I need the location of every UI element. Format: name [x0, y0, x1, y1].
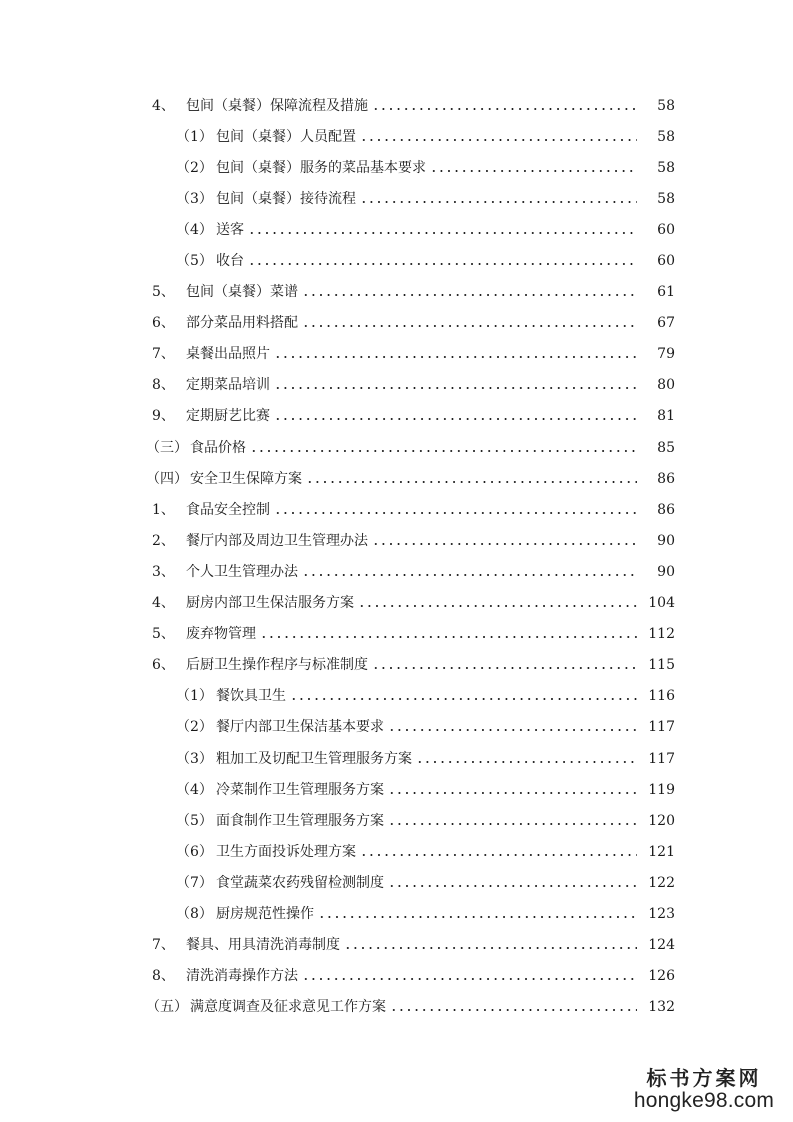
toc-entry-page: 132 — [648, 999, 675, 1016]
toc-entry-number: 8、 — [152, 377, 175, 394]
toc-entry-number: 5、 — [152, 284, 175, 301]
toc-entry-page: 104 — [648, 595, 675, 612]
toc-entry[interactable] — [0, 339, 793, 370]
toc-entry[interactable] — [0, 992, 793, 1023]
toc-entry[interactable] — [0, 214, 793, 245]
toc-entry[interactable] — [0, 432, 793, 463]
toc-entry-page: 86 — [657, 501, 675, 518]
toc-entry-title: 包间（桌餐）人员配置 — [216, 128, 356, 145]
toc-entry-number: 7、 — [152, 937, 175, 954]
toc-entry-title: 粗加工及切配卫生管理服务方案 — [216, 750, 412, 767]
toc-entry-title: 定期菜品培训 — [186, 377, 270, 394]
table-of-contents — [0, 90, 793, 1023]
toc-entry-number: （三） — [146, 439, 188, 456]
toc-entry-page: 58 — [657, 128, 675, 145]
toc-entry[interactable] — [0, 650, 793, 681]
toc-entry-title: 面食制作卫生管理服务方案 — [216, 812, 384, 829]
toc-entry-page: 81 — [657, 408, 675, 425]
toc-entry-number: 5、 — [152, 626, 175, 643]
toc-dot-leader — [290, 692, 637, 706]
toc-dot-leader — [388, 786, 637, 800]
toc-entry[interactable] — [0, 245, 793, 276]
toc-entry[interactable] — [0, 898, 793, 929]
toc-entry-page: 126 — [648, 968, 675, 985]
toc-entry-number: （4） — [176, 781, 213, 798]
toc-entry-number: （2） — [176, 159, 213, 176]
toc-entry[interactable] — [0, 712, 793, 743]
toc-entry[interactable] — [0, 588, 793, 619]
toc-dot-leader — [390, 1003, 637, 1017]
toc-entry-number: 7、 — [152, 346, 175, 363]
toc-entry-page: 85 — [657, 439, 675, 456]
toc-entry-page: 124 — [648, 937, 675, 954]
toc-entry-number: 3、 — [152, 563, 175, 580]
toc-entry-page: 122 — [648, 874, 675, 891]
toc-entry-title: 包间（桌餐）服务的菜品基本要求 — [216, 159, 426, 176]
toc-entry-title: 餐饮具卫生 — [216, 688, 286, 705]
toc-entry-title: 餐厅内部及周边卫生管理办法 — [186, 532, 368, 549]
toc-entry-title: 部分菜品用料搭配 — [186, 315, 298, 332]
toc-entry-page: 80 — [657, 377, 675, 394]
toc-dot-leader — [416, 755, 637, 769]
toc-entry-title: 定期厨艺比赛 — [186, 408, 270, 425]
toc-entry-number: （四） — [146, 470, 188, 487]
toc-entry[interactable] — [0, 463, 793, 494]
toc-entry-number: 6、 — [152, 315, 175, 332]
toc-dot-leader — [388, 879, 637, 893]
toc-entry-title: 后厨卫生操作程序与标准制度 — [186, 657, 368, 674]
toc-entry-title: 包间（桌餐）接待流程 — [216, 190, 356, 207]
toc-entry-page: 61 — [657, 284, 675, 301]
toc-entry-page: 121 — [648, 843, 675, 860]
toc-entry-number: 9、 — [152, 408, 175, 425]
toc-dot-leader — [388, 817, 637, 831]
toc-entry-title: 冷菜制作卫生管理服务方案 — [216, 781, 384, 798]
toc-entry-number: 4、 — [152, 595, 175, 612]
toc-entry-page: 115 — [648, 657, 675, 674]
toc-entry-title: 废弃物管理 — [186, 626, 256, 643]
watermark-title: 标书方案网 — [646, 1065, 762, 1090]
toc-entry[interactable] — [0, 774, 793, 805]
toc-dot-leader — [388, 723, 637, 737]
toc-entry[interactable] — [0, 930, 793, 961]
toc-dot-leader — [302, 288, 637, 302]
toc-entry-title: 食品安全控制 — [186, 501, 270, 518]
watermark-logo — [629, 1067, 779, 1112]
toc-entry-number: （6） — [176, 843, 213, 860]
toc-entry-number: （1） — [176, 128, 213, 145]
toc-entry-page: 116 — [648, 688, 675, 705]
toc-dot-leader — [260, 630, 637, 644]
toc-entry[interactable] — [0, 308, 793, 339]
toc-entry-number: （8） — [176, 905, 213, 922]
toc-entry-title: 厨房规范性操作 — [216, 905, 314, 922]
toc-dot-leader — [318, 910, 637, 924]
toc-entry[interactable] — [0, 370, 793, 401]
toc-dot-leader — [302, 972, 637, 986]
toc-dot-leader — [250, 444, 637, 458]
toc-dot-leader — [358, 599, 637, 613]
toc-entry[interactable] — [0, 681, 793, 712]
toc-dot-leader — [274, 506, 637, 520]
toc-entry-page: 117 — [648, 719, 675, 736]
toc-entry-page: 120 — [648, 812, 675, 829]
toc-entry-title: 收台 — [216, 253, 244, 270]
toc-entry[interactable] — [0, 867, 793, 898]
toc-entry[interactable] — [0, 401, 793, 432]
toc-entry-number: （2） — [176, 719, 213, 736]
toc-dot-leader — [274, 412, 637, 426]
toc-entry-number: 2、 — [152, 532, 175, 549]
toc-entry-page: 60 — [657, 221, 675, 238]
toc-entry-number: 1、 — [152, 501, 175, 518]
toc-entry-page: 67 — [657, 315, 675, 332]
toc-entry-number: （5） — [176, 253, 213, 270]
toc-entry[interactable] — [0, 805, 793, 836]
toc-dot-leader — [430, 164, 637, 178]
toc-entry[interactable] — [0, 961, 793, 992]
toc-entry[interactable] — [0, 836, 793, 867]
toc-entry[interactable] — [0, 525, 793, 556]
toc-entry-page: 112 — [648, 626, 675, 643]
toc-entry-title: 个人卫生管理办法 — [186, 563, 298, 580]
toc-entry-page: 79 — [657, 346, 675, 363]
toc-entry-number: （五） — [146, 999, 188, 1016]
toc-entry-title: 包间（桌餐）保障流程及措施 — [186, 97, 368, 114]
toc-entry-number: （1） — [176, 688, 213, 705]
toc-dot-leader — [274, 381, 637, 395]
toc-dot-leader — [248, 257, 637, 271]
toc-entry[interactable] — [0, 494, 793, 525]
toc-entry-title: 餐具、用具清洗消毒制度 — [186, 937, 340, 954]
toc-entry-page: 58 — [657, 190, 675, 207]
toc-entry-page: 58 — [657, 159, 675, 176]
toc-dot-leader — [274, 350, 637, 364]
toc-entry-title: 卫生方面投诉处理方案 — [216, 843, 356, 860]
toc-dot-leader — [372, 102, 637, 116]
toc-entry-number: 6、 — [152, 657, 175, 674]
toc-entry[interactable] — [0, 121, 793, 152]
toc-entry-title: 食品价格 — [190, 439, 246, 456]
toc-entry-title: 食堂蔬菜农药残留检测制度 — [216, 874, 384, 891]
toc-dot-leader — [302, 568, 637, 582]
toc-entry-number: （5） — [176, 812, 213, 829]
toc-entry-title: 安全卫生保障方案 — [190, 470, 302, 487]
toc-dot-leader — [360, 195, 637, 209]
watermark-url: hongke98.com — [633, 1088, 775, 1112]
toc-dot-leader — [306, 475, 637, 489]
toc-entry-number: 4、 — [152, 97, 175, 114]
toc-entry-title: 清洗消毒操作方法 — [186, 968, 298, 985]
toc-entry[interactable] — [0, 619, 793, 650]
toc-entry-number: （7） — [176, 874, 213, 891]
toc-entry-page: 90 — [657, 563, 675, 580]
toc-entry-page: 86 — [657, 470, 675, 487]
toc-dot-leader — [344, 941, 637, 955]
toc-entry-number: （3） — [176, 750, 213, 767]
toc-entry[interactable] — [0, 152, 793, 183]
toc-entry-title: 餐厅内部卫生保洁基本要求 — [216, 719, 384, 736]
toc-entry-page: 60 — [657, 253, 675, 270]
toc-entry-page: 123 — [648, 905, 675, 922]
toc-entry[interactable] — [0, 183, 793, 214]
toc-entry-title: 厨房内部卫生保洁服务方案 — [186, 595, 354, 612]
toc-entry-number: （4） — [176, 221, 213, 238]
toc-dot-leader — [360, 133, 637, 147]
toc-entry-title: 满意度调查及征求意见工作方案 — [190, 999, 386, 1016]
toc-entry-page: 58 — [657, 97, 675, 114]
toc-entry[interactable] — [0, 743, 793, 774]
toc-entry-page: 119 — [648, 781, 675, 798]
toc-dot-leader — [372, 537, 637, 551]
toc-entry-title: 桌餐出品照片 — [186, 346, 270, 363]
toc-entry-number: 8、 — [152, 968, 175, 985]
toc-dot-leader — [248, 226, 637, 240]
toc-dot-leader — [372, 661, 637, 675]
toc-dot-leader — [360, 848, 637, 862]
toc-entry[interactable] — [0, 90, 793, 121]
toc-entry[interactable] — [0, 556, 793, 587]
toc-entry-number: （3） — [176, 190, 213, 207]
toc-entry-title: 送客 — [216, 221, 244, 238]
toc-entry-title: 包间（桌餐）菜谱 — [186, 284, 298, 301]
toc-entry[interactable] — [0, 277, 793, 308]
toc-dot-leader — [302, 319, 637, 333]
toc-entry-page: 117 — [648, 750, 675, 767]
toc-entry-page: 90 — [657, 532, 675, 549]
